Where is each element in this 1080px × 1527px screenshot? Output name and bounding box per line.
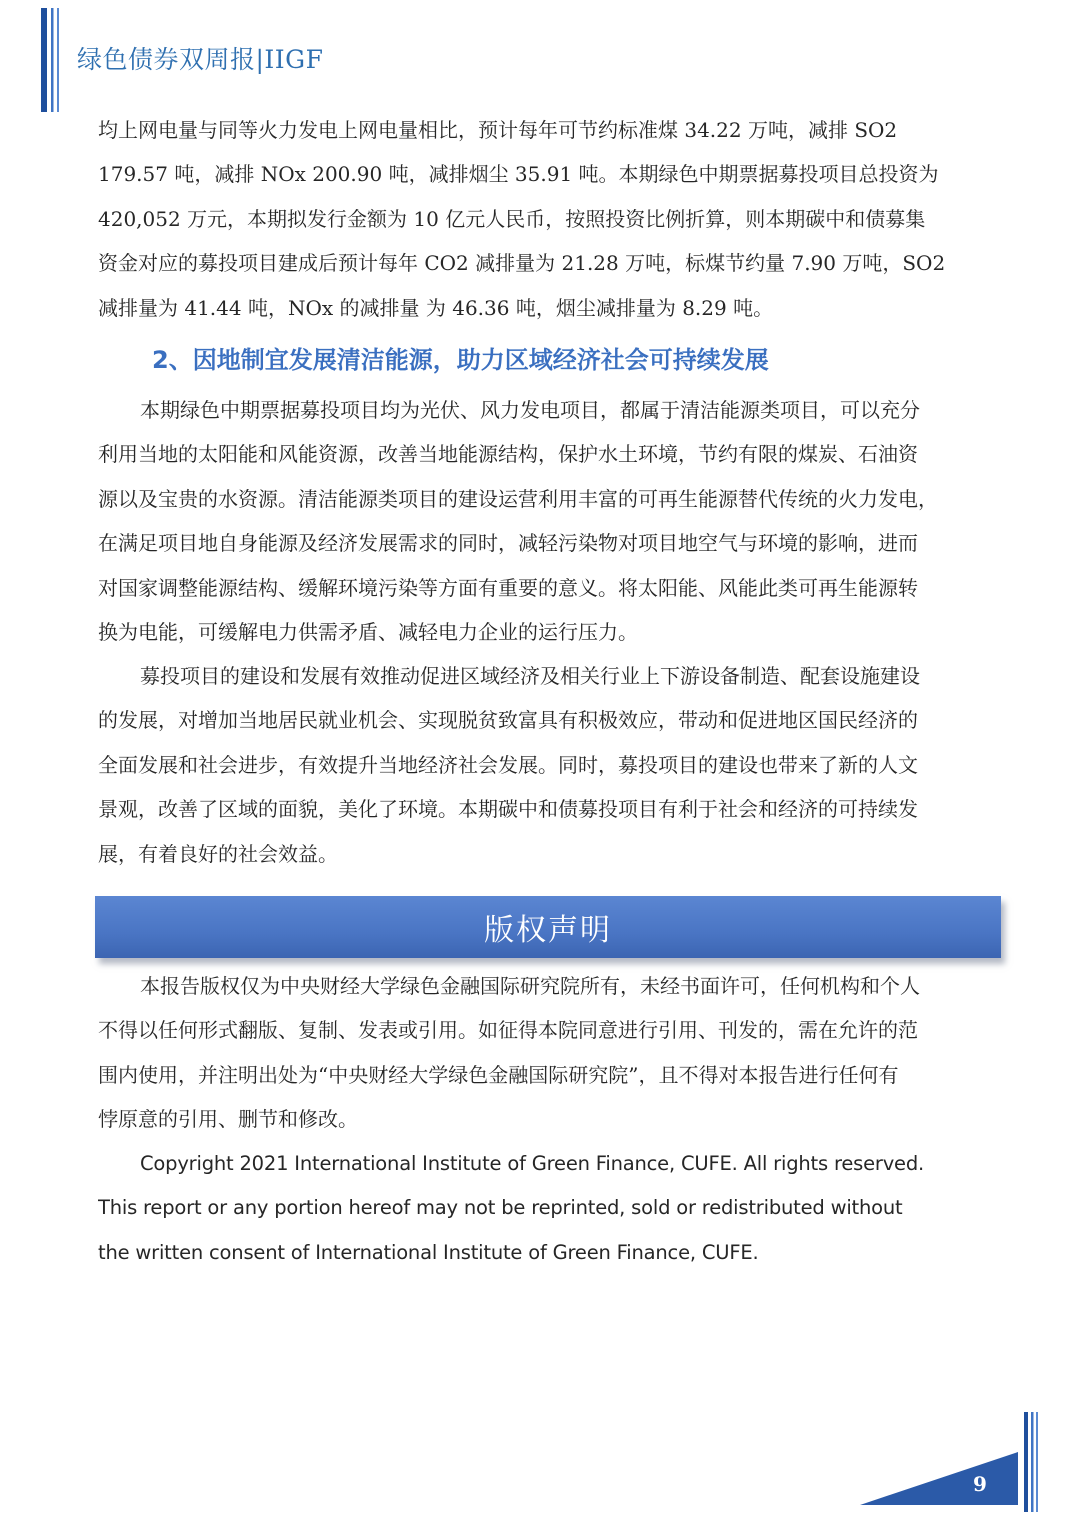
text-line: 均上网电量与同等火力发电上网电量相比，预计每年可节约标准煤 34.22 万吨，减排 SO2 bbox=[98, 118, 898, 142]
text-line: 对国家调整能源结构、缓解环境污染等方面有重要的意义。将太阳能、风能此类可再生能源转 bbox=[98, 575, 918, 600]
text-line: 围内使用，并注明出处为“中央财经大学绿色金融国际研究院”，且不得对本报告进行任何有 bbox=[98, 1062, 899, 1087]
text-line: 悖原意的引用、删节和修改。 bbox=[98, 1107, 358, 1132]
text-line: Copyright 2021 International Institute of Green Finance, CUFE. All rights reserved. bbox=[140, 1152, 925, 1175]
copyright-statement-zh bbox=[98, 964, 984, 1142]
text-line: 换为电能，可缓解电力供需矛盾、减轻电力企业的运行压力。 bbox=[98, 620, 638, 645]
report-header-title: 绿色债券双周报|IIGF bbox=[77, 45, 324, 74]
footer-decoration bbox=[860, 1412, 1050, 1512]
copyright-statement-en bbox=[98, 1142, 984, 1275]
text-line: 本期绿色中期票据募投项目均为光伏、风力发电项目，都属于清洁能源类项目，可以充分 bbox=[140, 398, 920, 422]
text-line: 本报告版权仅为中央财经大学绿色金融国际研究院所有，未经书面许可，任何机构和个人 bbox=[140, 974, 920, 998]
copyright-banner-title: 版权声明 bbox=[484, 913, 612, 948]
text-line: 减排量为 41.44 吨，NOx 的减排量 为 46.36 吨，烟尘减排量为 8.29 吨。 bbox=[98, 295, 774, 320]
text-line: 展，有着良好的社会效益。 bbox=[98, 841, 338, 866]
text-line: 资金对应的募投项目建成后预计每年 CO2 减排量为 21.28 万吨，标煤节约量 7.90 万吨，SO2 bbox=[98, 251, 946, 276]
text-line: 不得以任何形式翻版、复制、发表或引用。如征得本院同意进行引用、刊发的，需在允许的范 bbox=[98, 1018, 918, 1043]
paragraph-clean-energy bbox=[98, 388, 984, 654]
page-number: 9 bbox=[973, 1472, 987, 1496]
text-line: 景观，改善了区域的面貌，美化了环境。本期碳中和债募投项目有利于社会和经济的可持续发 bbox=[98, 797, 918, 822]
text-line: 在满足项目地自身能源及经济发展需求的同时，减轻污染物对项目地空气与环境的影响，进而 bbox=[98, 531, 918, 556]
text-line: 全面发展和社会进步，有效提升当地经济社会发展。同时，募投项目的建设也带来了新的人文 bbox=[98, 752, 918, 777]
copyright-banner bbox=[95, 896, 1001, 958]
paragraph-emissions bbox=[98, 108, 984, 330]
header-decoration-bars bbox=[41, 8, 65, 112]
text-line: the written consent of International Institute of Green Finance, CUFE. bbox=[98, 1240, 759, 1264]
text-line: 利用当地的太阳能和风能资源，改善当地能源结构，保护水土环境，节约有限的煤炭、石油资 bbox=[98, 442, 918, 467]
text-line: 募投项目的建设和发展有效推动促进区域经济及相关行业上下游设备制造、配套设施建设 bbox=[140, 664, 920, 688]
section-heading: 2、因地制宜发展清洁能源，助力区域经济社会可持续发展 bbox=[152, 346, 769, 374]
text-line: 的发展，对增加当地居民就业机会、实现脱贫致富具有积极效应，带动和促进地区国民经济的 bbox=[98, 708, 918, 733]
paragraph-regional-development bbox=[98, 654, 984, 876]
text-line: This report or any portion hereof may not be reprinted, sold or redistributed without bbox=[98, 1196, 903, 1220]
text-line: 源以及宝贵的水资源。清洁能源类项目的建设运营利用丰富的可再生能源替代传统的火力发电， bbox=[98, 486, 938, 511]
text-line: 179.57 吨，减排 NOx 200.90 吨，减排烟尘 35.91 吨。本期绿色中期票据募投项目总投资为 bbox=[98, 162, 939, 187]
text-line: 420,052 万元，本期拟发行金额为 10 亿元人民币，按照投资比例折算，则本期碳中和债募集 bbox=[98, 206, 926, 231]
